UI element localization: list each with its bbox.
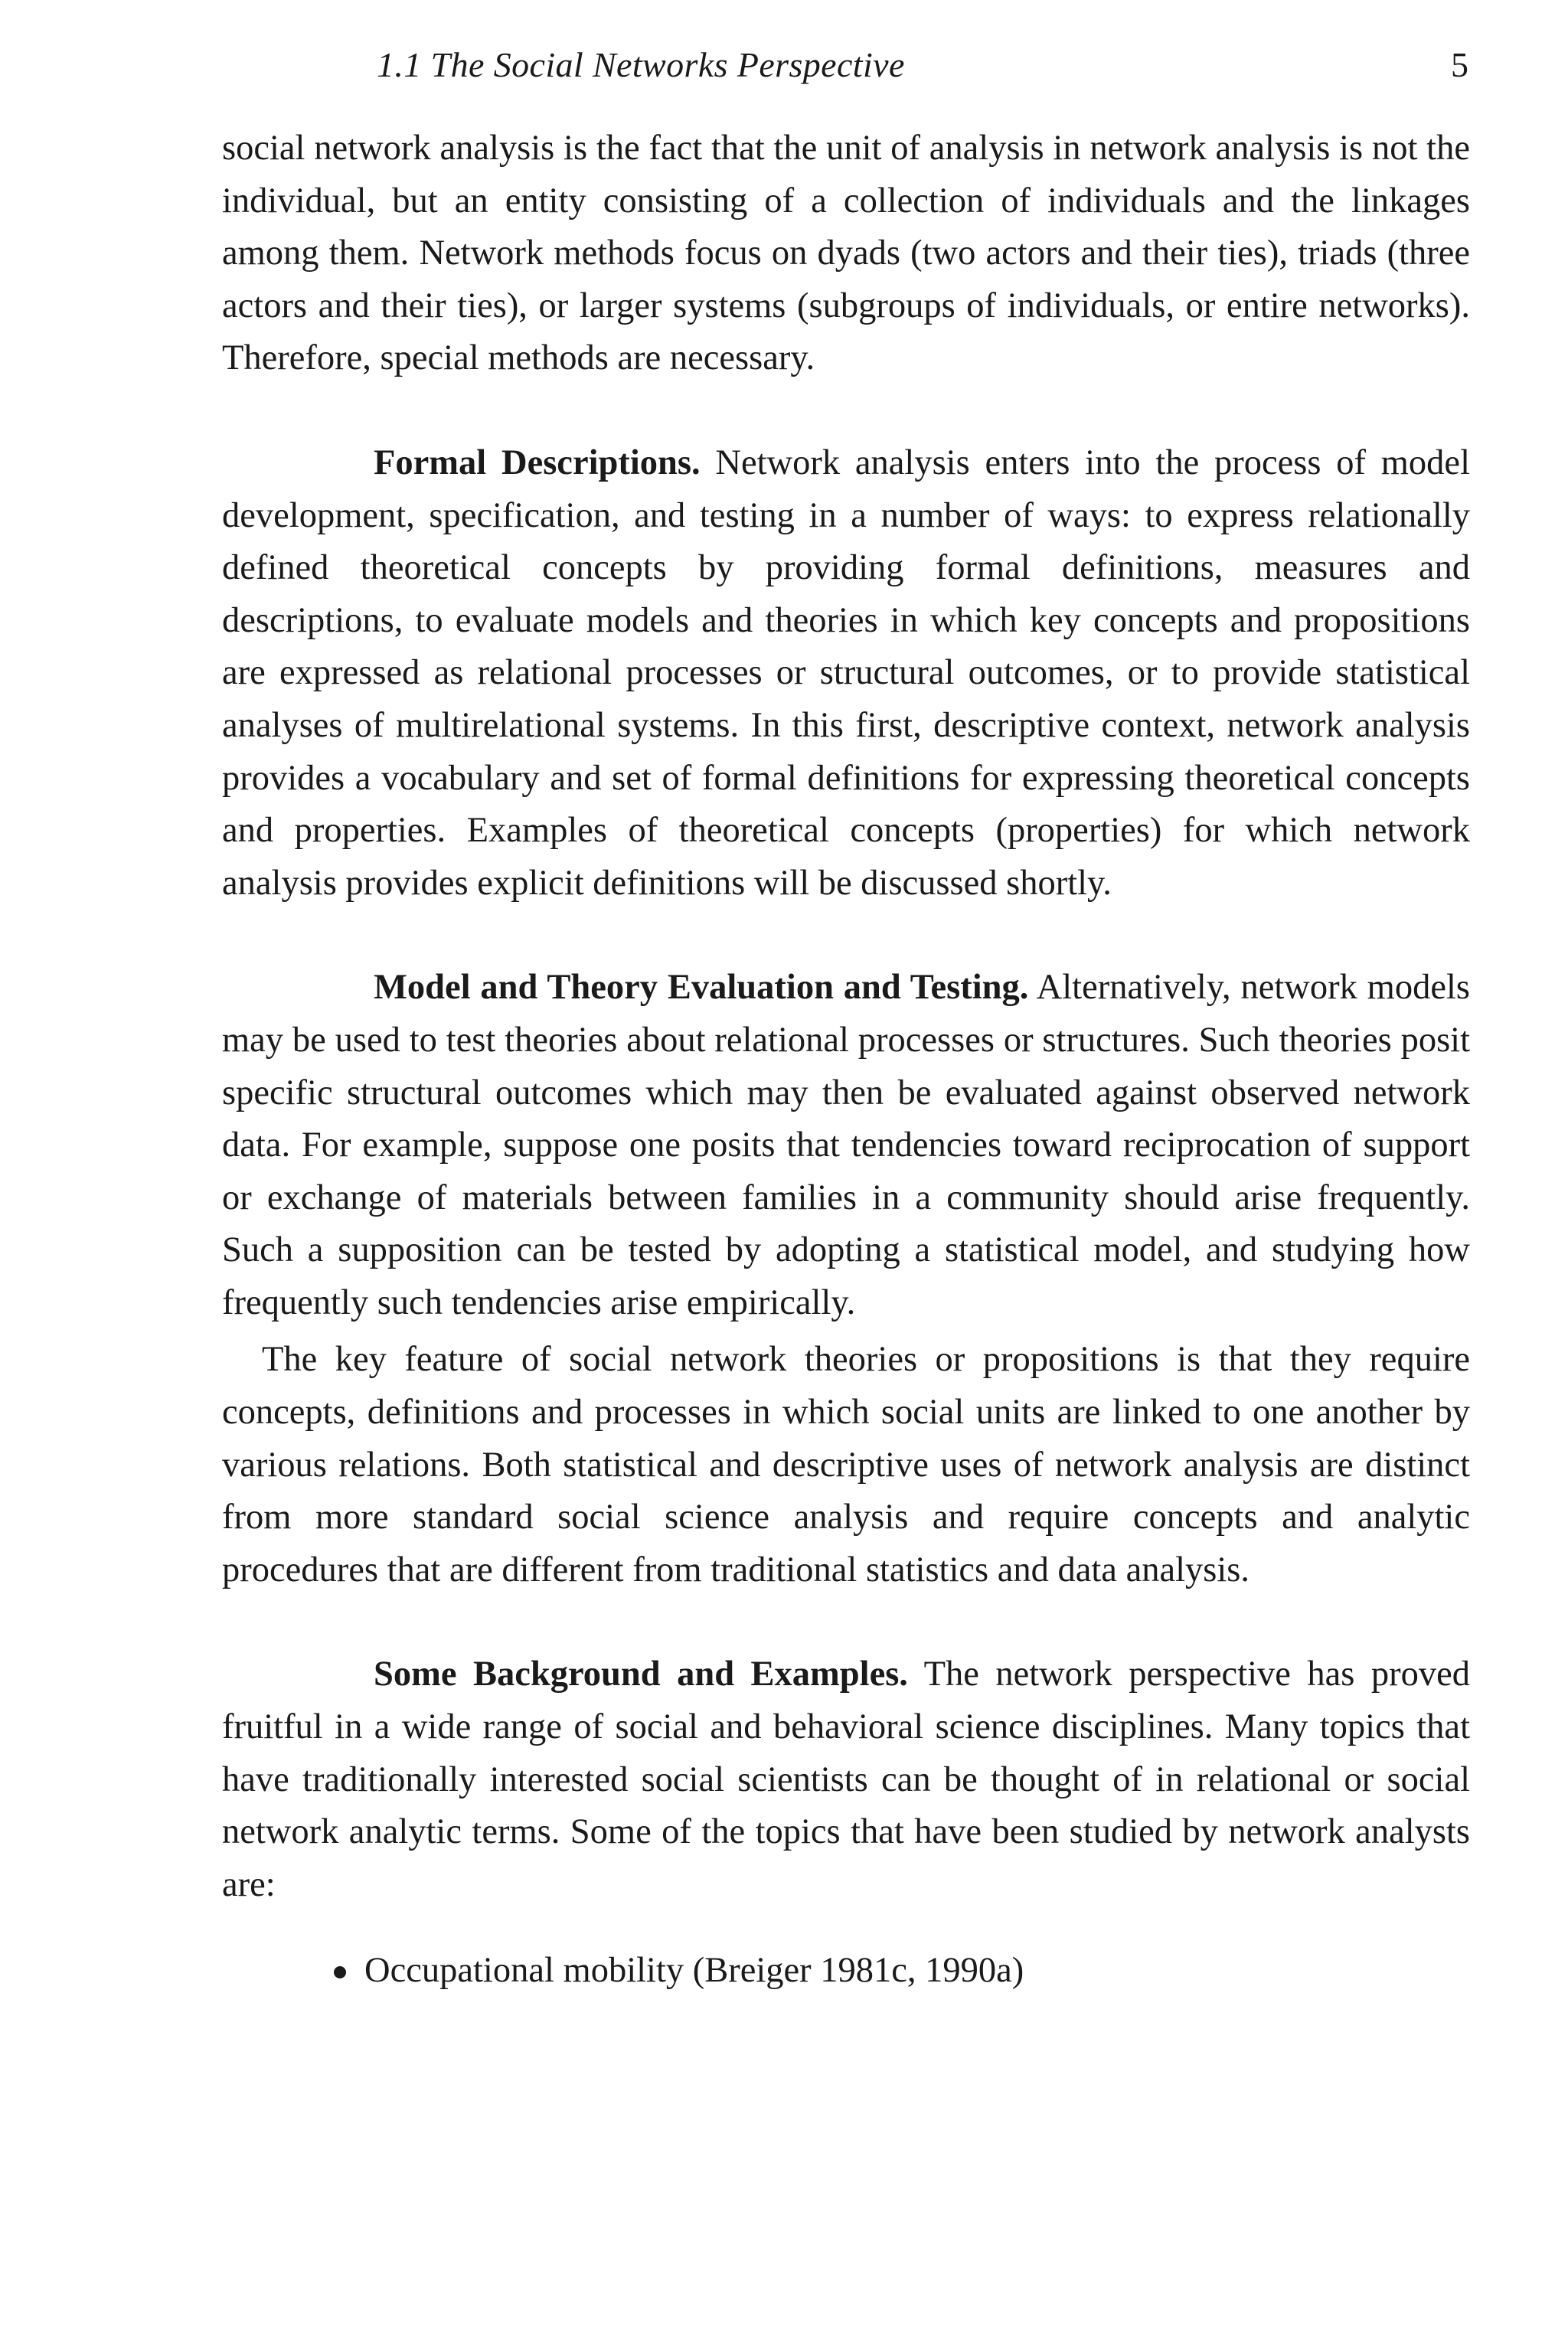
page-number: 5 [1451,45,1468,84]
paragraph-model-theory [222,962,1470,1329]
paragraph-gap [222,910,1470,962]
topics-list [222,1945,1470,1998]
bullet-icon [334,1966,346,1978]
paragraph-background [222,1648,1470,1911]
model-theory-body: Alternatively, network models may be used to test theories about relational processes or structures. Such theories posit specific structural outcomes which may then be evaluated against observed network data. For example, suppose one posits that tendencies toward reciprocation of support or exchange of materials between families in a community should arise frequently. Such a supposition can be tested by adopting a statistical model, and studying how frequently such tendencies arise empirically. [222,968,1470,1322]
running-title: 1.1 The Social Networks Perspective [377,45,905,84]
list-item-text: Occupational mobility (Breiger 1981c, 1990a) [364,1951,1024,1991]
heading-model-theory: Model and Theory Evaluation and Testing. [374,968,1029,1008]
formal-descriptions-body: Network analysis enters into the process of model development, specification, and testing in a number of ways: to express relationally defined theoretical concepts by providing formal definitions, measures and descriptions, to evaluate models and theories in which key concepts and propositions are expressed as relational processes or structural outcomes, or to provide statistical analyses of multirelational systems. In this first, descriptive context, network analysis provides a vocabulary and set of formal definitions for expressing theoretical concepts and properties. Examples of theoretical concepts (properties) for which network analysis provides explicit definitions will be discussed shortly. [222,443,1470,903]
heading-formal-descriptions: Formal Descriptions. [374,443,701,482]
paragraph-gap [222,385,1470,437]
paragraph-key-feature: The key feature of social network theories or propositions is that they require concepts, definitions and processes in which social units are linked to one another by various relations. Both statistical and descriptive uses of network analysis are distinct from more standard social science analysis and require concepts and analytic procedures that are different from traditional statistics and data analysis. [222,1340,1470,1589]
paragraph-unit-of-analysis: social network analysis is the fact that the unit of analysis in network analysis is not the individual, but an entity consisting of a collection of individuals and the linkages among them. Network methods focus on dyads (two actors and their ties), triads (three actors and their ties), or larger systems (subgroups of individuals, or entire networks). Therefore, special methods are necessary. [222,129,1470,378]
paragraph-gap [222,1596,1470,1648]
list-item [222,1945,1470,1998]
background-body: The network perspective has proved fruitful in a wide range of social and behavioral science disciplines. Many topics that have traditionally interested social scientists can be thought of in relational or social network analytic terms. Some of the topics that have been studied by network analysts are: [222,1655,1470,1904]
paragraph-formal-descriptions [222,437,1470,910]
heading-background: Some Background and Examples. [374,1655,908,1694]
body-text [222,123,1470,1998]
running-head [377,44,1468,98]
